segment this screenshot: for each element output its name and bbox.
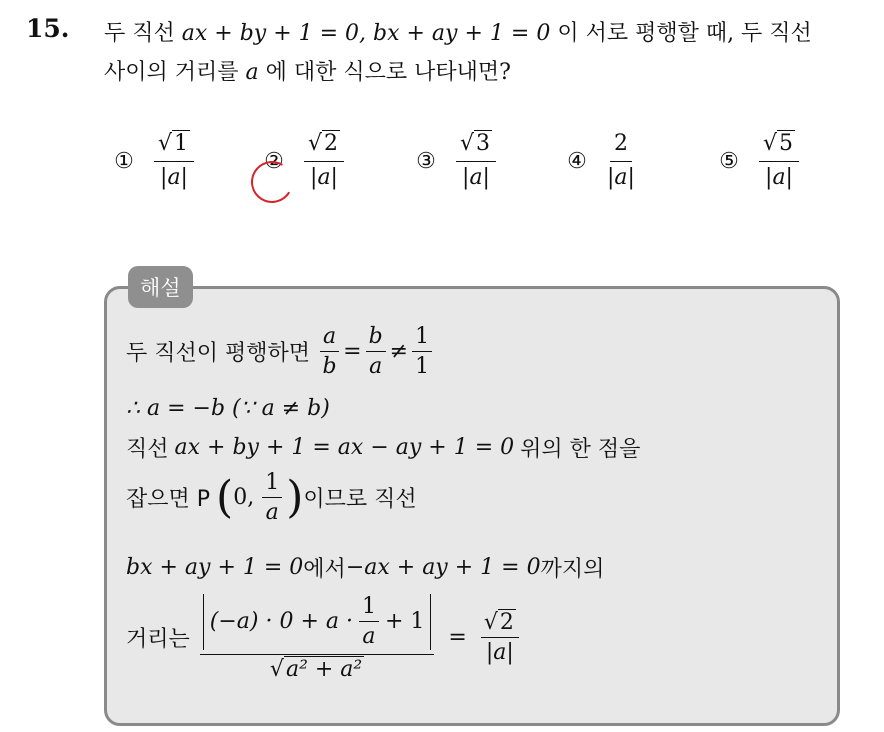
point-x: 0, (233, 485, 255, 511)
solution-line-3 (126, 432, 640, 463)
solution-line-6 (126, 594, 523, 682)
solution-line-4 (126, 470, 417, 526)
left-paren: ( (216, 472, 234, 524)
choice-5[interactable] (715, 128, 799, 194)
choice-2[interactable] (260, 128, 344, 194)
denominator: |a| (485, 640, 514, 666)
question-text: 사이의 거리를 (104, 60, 246, 85)
solution-text: 까지의 (540, 557, 605, 582)
choice-denominator: |a| (310, 164, 338, 190)
absolute-value (203, 594, 432, 650)
denominator: 1 (415, 354, 430, 380)
choice-numerator: 5 (779, 131, 794, 157)
choice-numerator: 2 (610, 131, 632, 161)
solution-text: 에서 (303, 557, 346, 582)
numerator: b (366, 324, 386, 352)
abs-expression: + 1 (384, 609, 425, 635)
question-line-2 (104, 55, 511, 86)
denominator: a (362, 624, 376, 650)
fraction (366, 324, 386, 380)
choice-mark: ④ (567, 148, 587, 174)
numerator: 2 (499, 610, 514, 636)
solution-equation: bx + ay + 1 = 0 (126, 555, 304, 580)
solution-text: 직선 (126, 437, 169, 462)
question-equations: ax + by + 1 = 0, bx + ay + 1 = 0 (181, 21, 551, 46)
right-paren: ) (286, 472, 304, 524)
choice-denominator: |a| (607, 164, 635, 190)
choice-fraction: $\frac{√3}{|a|}$ (456, 131, 496, 191)
solution-tag: 해설 (128, 266, 193, 308)
not-equal-sign: ≠ (389, 339, 409, 365)
choice-4[interactable] (563, 128, 635, 194)
abs-expression: (−a) · 0 + a · (209, 609, 353, 635)
fraction (262, 470, 282, 526)
denominator: a (265, 500, 279, 526)
choice-mark: ① (114, 148, 134, 174)
result-fraction: $\frac{√2}{|a|}$ (481, 610, 519, 666)
fraction (412, 324, 432, 380)
solution-line-1 (126, 324, 436, 380)
fraction (320, 324, 339, 380)
question-variable: a (245, 60, 259, 85)
numerator: 1 (412, 324, 432, 352)
solution-text: 이므로 직선 (303, 487, 417, 513)
equals-sign: = (343, 339, 362, 365)
solution-equation: −ax + ay + 1 = 0 (345, 555, 541, 580)
solution-line-5 (126, 552, 604, 583)
distance-fraction: (−a) · 0 + a · $\frac{1}{a}$ + 1 √a² + a² (200, 594, 435, 682)
equals-sign: = (448, 625, 467, 651)
choice-3[interactable] (412, 128, 496, 194)
solution-text: 두 직선이 평행하면 (126, 341, 311, 367)
question-text: 에 대한 식으로 나타내면? (258, 60, 511, 85)
solution-equation: ax + by + 1 = ax − ay + 1 = 0 (174, 435, 515, 460)
numerator: a (320, 324, 339, 352)
choice-numerator: 3 (476, 131, 491, 157)
choice-numerator: 2 (324, 131, 339, 157)
choice-denominator: |a| (160, 164, 188, 190)
choice-numerator: 1 (174, 131, 189, 157)
choice-denominator: |a| (765, 164, 793, 190)
numerator: 1 (359, 594, 379, 622)
choice-mark: ② (264, 148, 284, 174)
selected-answer-circle (247, 156, 298, 207)
problem-number: 15. (26, 14, 70, 43)
fraction (359, 594, 379, 650)
choice-fraction: $\frac{√5}{|a|}$ (759, 131, 799, 191)
choice-fraction: $\frac{√1}{|a|}$ (154, 131, 194, 191)
question-line-1 (104, 16, 812, 47)
choice-mark-wrap (260, 149, 288, 174)
denominator: a (369, 354, 383, 380)
numerator: 1 (262, 470, 282, 498)
solution-text: 위의 한 점을 (520, 437, 641, 462)
radicand: a² + a² (285, 656, 363, 682)
solution-line-2: ∴ a = −b (∵ a ≠ b) (126, 396, 330, 421)
choice-fraction (607, 131, 635, 191)
choice-denominator: |a| (462, 164, 490, 190)
denominator: b (322, 354, 337, 380)
question-text: 이 서로 평행할 때, 두 직선 (550, 21, 812, 46)
solution-text: 거리는 (126, 627, 190, 653)
solution-text: 잡으면 P (126, 487, 211, 513)
choice-mark: ⑤ (719, 148, 739, 174)
choice-fraction: $\frac{√2}{|a|}$ (304, 131, 344, 191)
choice-1[interactable] (110, 128, 194, 194)
question-text: 두 직선 (104, 21, 182, 46)
choice-mark: ③ (416, 148, 436, 174)
